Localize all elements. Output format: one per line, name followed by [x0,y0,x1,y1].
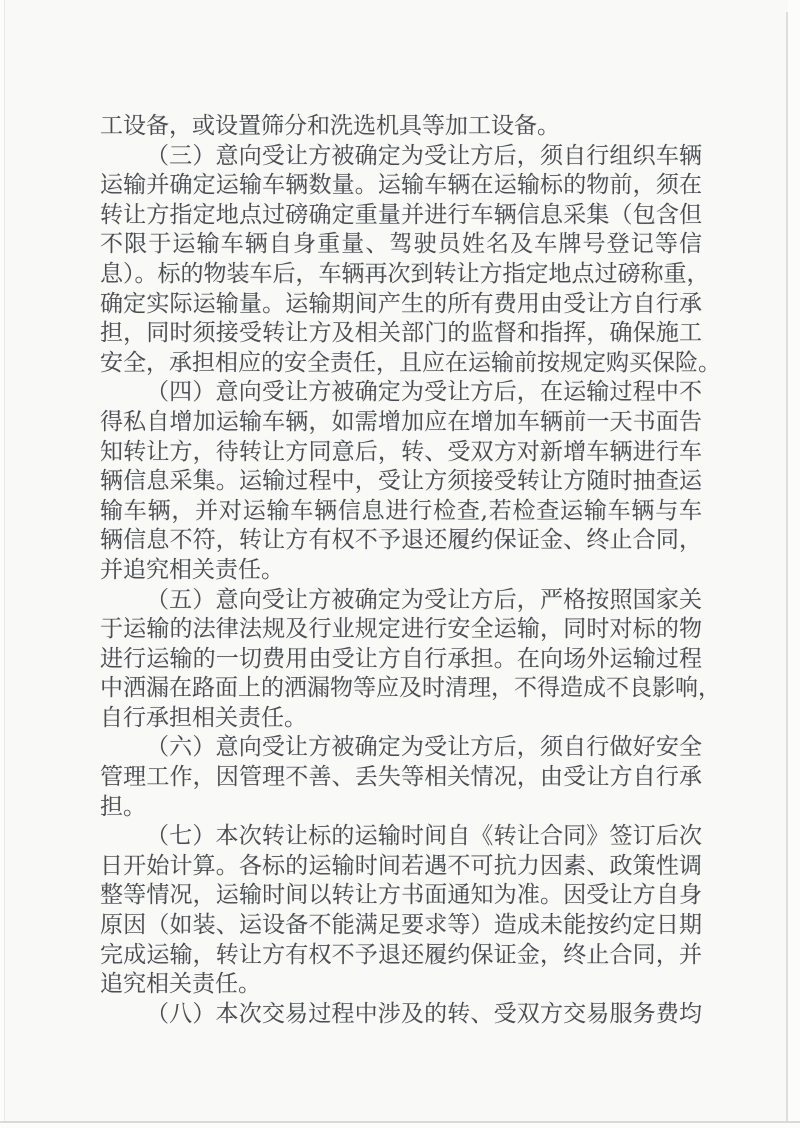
text-line: 担。 [100,793,146,820]
text-line: （七）本次转让标的运输时间自《转让合同》签订后次 [146,823,702,850]
text-line: 进行运输的一切费用由受让方自行承担。在向场外运输过程 [100,645,702,672]
text-line: （三）意向受让方被确定为受让方后，须自行组织车辆 [146,142,702,169]
text-line: 管理工作，因管理不善、丢失等相关情况，由受让方自行承 [100,764,702,791]
scan-margin-bottom [0,1123,800,1128]
text-line: 完成运输，转让方有权不予退还履约保证金，终止合同，并 [100,941,702,968]
text-line: （四）意向受让方被确定为受让方后，在运输过程中不 [146,379,702,406]
text-line: （五）意向受让方被确定为受让方后，严格按照国家关 [146,586,702,613]
text-line: 担，同时须接受转让方及相关部门的监督和指挥，确保施工 [100,320,702,347]
page-edge-left [4,0,5,1121]
text-line: 输车辆，并对运输车辆信息进行检查,若检查运输车辆与车 [100,497,702,524]
text-line: 运输并确定运输车辆数量。运输车辆在运输标的物前，须在 [100,172,702,199]
text-line: 确定实际运输量。运输期间产生的所有费用由受让方自行承 [100,290,702,317]
text-line: （八）本次交易过程中涉及的转、受双方交易服务费均 [146,1000,702,1027]
document-body-text [100,112,721,1029]
page-edge-right [786,12,788,1121]
text-line: 辆信息不符，转让方有权不予退还履约保证金、终止合同， [100,527,702,554]
text-line: 中洒漏在路面上的洒漏物等应及时清理，不得造成不良影响， [100,675,721,702]
text-line: 自行承担相关责任。 [100,704,307,731]
text-line: 原因（如装、运设备不能满足要求等）造成未能按约定日期 [100,912,702,939]
text-line: 不限于运输车辆自身重量、驾驶员姓名及车牌号登记等信 [100,231,702,258]
scan-margin-right [788,0,800,1128]
text-line: 追究相关责任。 [100,971,261,998]
text-line: 得私自增加运输车辆，如需增加应在增加车辆前一天书面告 [100,408,702,435]
text-line: 息）。标的物装车后，车辆再次到转让方指定地点过磅称重， [100,260,710,287]
text-line: 转让方指定地点过磅确定重量并进行车辆信息采集（包含但 [100,201,702,228]
text-line: 并追究相关责任。 [100,556,284,583]
text-line: 于运输的法律法规及行业规定进行安全运输，同时对标的物 [100,616,702,643]
text-line: 安全，承担相应的安全责任，且应在运输前按规定购买保险。 [100,349,721,376]
text-line: 辆信息采集。运输过程中，受让方须接受转让方随时抽查运 [100,468,702,495]
scan-margin-left [0,0,4,1128]
text-line: 工设备，或设置筛分和洗选机具等加工设备。 [100,113,560,139]
text-line: （六）意向受让方被确定为受让方后，须自行做好安全 [146,734,702,761]
text-line: 日开始计算。各标的运输时间若遇不可抗力因素、政策性调 [100,852,702,879]
text-line: 整等情况，运输时间以转让方书面通知为准。因受让方自身 [100,882,702,909]
text-line: 知转让方，待转让方同意后，转、受双方对新增车辆进行车 [100,438,702,465]
page-edge-bottom [0,1121,800,1123]
